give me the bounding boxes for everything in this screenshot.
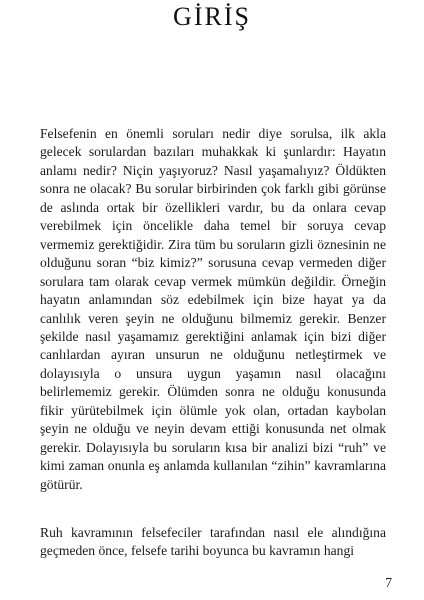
paragraph-2: Ruh kavramının felsefeciler tarafından nasıl ele alındığına geçmeden önce, felsefe tarihi boyunca bu kavramın hangi <box>40 525 386 559</box>
paragraph-1: Felsefenin en önemli soruları nedir diye sorulsa, ilk akla gelecek sorulardan bazıları muhakkak ki şunlardır: Hayatın anlamı nedir? Niçin yaşıyoruz? Nasıl yaşamalıyız? Öldükten sonra ne olacak? Bu sorular birbirinden çok farklı gibi görünse de aslında ortak bir özellikleri vardır, bu da onlara cevap verebilmek için öncelikle daha temel bir soruya cevap vermemiz gerektiğidir. Zira tüm bu soruların gizli öznesinin ne olduğunu soran “biz kimiz?” sorusuna cevap vermeden diğer sorulara tam olarak cevap vermek mümkün değildir. Örneğin hayatın anlamından söz edebilmek için bize hayat ya da canlılık veren şeyin ne olduğunu bilmemiz gerekir. Benzer şekilde nasıl yaşamamız gerektiğini anlamak için bizi diğer canlılardan ayıran unsurun ne olduğunu netleştirmek ve dolayısıyla o unsura uygun yaşamın nasıl olacağını belirlememiz gerekir. Ölümden sonra ne olduğu konusunda fikir yürütebilmek için ölümle yok olan, ortadan kaybolan şeyin ne olduğu ve neyin devam ettiği konusunda net olmak gerekir. Dolayısıyla bu soruların kısa bir analizi bizi “ruh” ve kimi zaman onunla eş anlamda kullanılan “zihin” kavramlarına götürür. <box>40 126 386 492</box>
chapter-title: GİRİŞ <box>173 2 251 31</box>
page-number: 7 <box>385 575 392 590</box>
